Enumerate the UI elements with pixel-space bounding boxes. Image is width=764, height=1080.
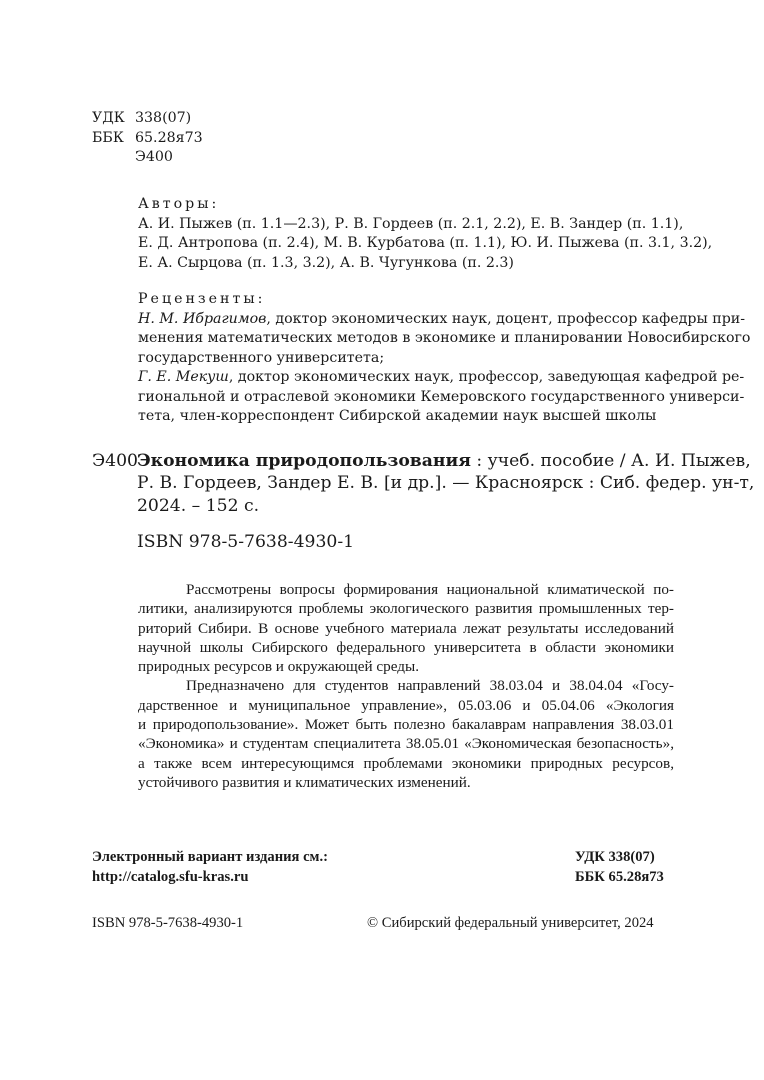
electronic-version-label: Электронный вариант издания см.: (92, 849, 329, 865)
annotation-line: научной школы Сибирского федерального университета в области экономики (138, 638, 674, 656)
bib-body (137, 450, 755, 517)
annotation-line: а также всем интересующимся проблемами экономики природных ресурсов, (138, 754, 674, 772)
book-title: Экономика природопользования (137, 451, 471, 471)
reviewer-1-line (138, 310, 746, 330)
reviewer-1-title: , доктор экономических наук, доцент, профессор кафедры при- (266, 310, 746, 327)
annotation-line: устойчивого развития и климатических изменений. (138, 773, 471, 791)
annotation-line: «Экономика» и студентам специалитета 38.05.01 «Экономическая безопасность», (138, 735, 674, 753)
footer-isbn: ISBN 978-5-7638-4930-1 (92, 915, 244, 931)
bbk-label: ББК (92, 129, 124, 146)
annotation-line: дарственное и муниципальное управление», 05.03.06 и 05.04.06 «Экология (138, 696, 674, 714)
author-mark: Э400 (135, 149, 173, 165)
authors-heading: Авторы: (138, 196, 220, 212)
isbn-entry: ISBN 978-5-7638-4930-1 (137, 532, 355, 552)
bib-line: 2024. – 152 с. (137, 495, 260, 516)
annotation-line: литики, анализируются проблемы экологического развития промышленных тер- (138, 600, 674, 618)
authors-block (138, 195, 713, 273)
classification-block (92, 109, 203, 168)
author-mark-row (92, 148, 203, 168)
footer-bbk: ББК 65.28я73 (575, 868, 664, 885)
bib-line (137, 450, 751, 472)
udk-row (92, 109, 203, 129)
footer-udk: УДК 338(07) (575, 849, 655, 865)
bib-code: Э400 (92, 451, 138, 471)
annotation-block (138, 580, 674, 792)
footer-classification (575, 848, 664, 887)
udk-label: УДК (92, 110, 125, 126)
reviewer-2-line: гиональной и отраслевой экономики Кемеровского государственного универси- (138, 388, 745, 405)
reviewer-2-name: Г. Е. Мекуш (138, 369, 229, 385)
bib-line1-rest: : учеб. пособие / А. И. Пыжев, (470, 451, 751, 471)
authors-line: А. И. Пыжев (п. 1.1—2.3), Р. В. Гордеев (п. 2.1, 2.2), Е. В. Зандер (п. 1.1), (138, 215, 684, 232)
authors-line: Е. А. Сырцова (п. 1.3, 3.2), А. В. Чугункова (п. 2.3) (138, 254, 514, 271)
electronic-version-block (92, 848, 328, 887)
annotation-line: природных ресурсов и окружающей среды. (138, 658, 420, 676)
reviewer-2-line (138, 368, 745, 388)
bib-line: Р. В. Гордеев, Зандер Е. В. [и др.]. — Красноярск : Сиб. федер. ун-т, (137, 473, 755, 494)
reviewer-2-title: , доктор экономических наук, профессор, заведующая кафедрой ре- (228, 369, 745, 385)
annotation-line: и природопользование». Может быть полезно бакалаврам направления 38.03.01 (138, 716, 674, 734)
catalog-link[interactable]: http://catalog.sfu-kras.ru (92, 868, 249, 885)
reviewers-block (138, 290, 751, 427)
reviewer-2-line: тета, член-корреспондент Сибирской академии наук высшей школы (138, 408, 657, 424)
bbk-value: 65.28я73 (135, 129, 203, 146)
reviewer-1-name: Н. М. Ибрагимов (138, 310, 267, 327)
copyright-notice: © Сибирский федеральный университет, 2024 (367, 915, 654, 931)
authors-line: Е. Д. Антропова (п. 2.4), М. В. Курбатова (п. 1.1), Ю. И. Пыжева (п. 3.1, 3.2), (138, 235, 713, 251)
bbk-row (92, 129, 203, 149)
annotation-line: Предназначено для студентов направлений 38.03.04 и 38.04.04 «Госу- (186, 677, 674, 695)
annotation-line: Рассмотрены вопросы формирования национальной климатической по- (186, 581, 674, 598)
reviewer-1-line: менения математических методов в экономике и планировании Новосибирского (138, 330, 751, 346)
reviewers-heading: Рецензенты: (138, 291, 266, 307)
reviewer-1-line: государственного университета; (138, 349, 385, 366)
udk-value: 338(07) (135, 110, 192, 126)
annotation-line: риторий Сибири. В основе учебного материала лежат результаты исследований (138, 619, 674, 637)
